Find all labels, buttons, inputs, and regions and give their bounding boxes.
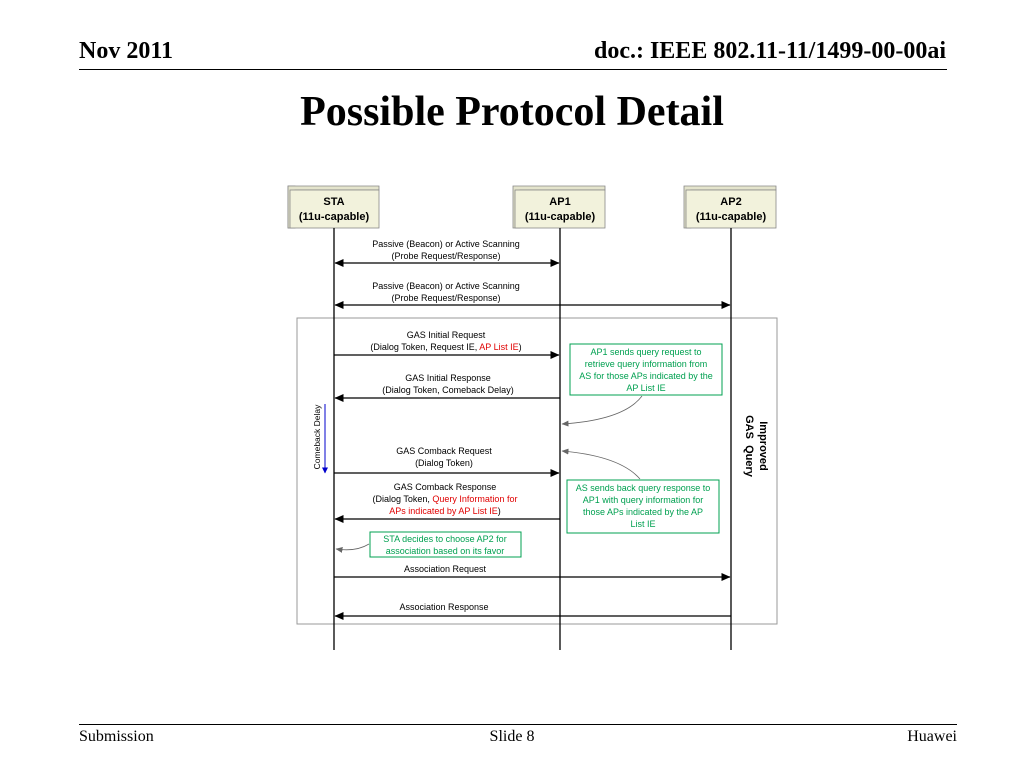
entity-ap1: [513, 186, 605, 228]
entity-ap2-name: AP2: [720, 196, 742, 208]
entity-ap1-name: AP1: [549, 196, 571, 208]
gas-cb-resp-label-line2: (Dialog Token, Query Information for: [372, 494, 518, 504]
scan2-label-line1: Passive (Beacon) or Active Scanning: [372, 281, 520, 291]
note-sta-choose-pointer: [336, 544, 369, 550]
note-ap1-query-line3: AS for those APs indicated by the: [579, 371, 713, 381]
note-as-response-pointer: [562, 451, 640, 479]
gas-cb-req-label-line1: GAS Comback Request: [396, 446, 492, 456]
note-ap1-query-line1: AP1 sends query request to: [590, 347, 702, 357]
note-as-response-line4: List IE: [630, 519, 656, 529]
improved-gas-query-label-line2: GAS Query: [743, 415, 755, 477]
footer-company: Huawei: [907, 728, 957, 745]
scan2-label-line2: (Probe Request/Response): [391, 293, 501, 303]
note-ap1-query-line2: retrieve query information from: [584, 359, 708, 369]
header-date: Nov 2011: [79, 38, 174, 64]
footer-slide-number: Slide 8: [489, 728, 535, 745]
gas-init-req-label-line2: (Dialog Token, Request IE, AP List IE): [370, 342, 522, 352]
assoc-resp-label: Association Response: [399, 602, 489, 612]
note-sta-choose-line2: association based on its favor: [385, 546, 505, 556]
entity-ap2-sub: (11u-capable): [695, 211, 767, 223]
footer-submission: Submission: [79, 728, 154, 745]
entity-ap1-sub: (11u-capable): [524, 211, 596, 223]
gas-init-req-label-line1: GAS Initial Request: [406, 330, 486, 340]
note-as-response-line2: AP1 with query information for: [582, 495, 704, 505]
improved-gas-query-label-line1: Improved: [757, 421, 769, 471]
note-ap1-query-pointer: [562, 396, 642, 424]
note-as-response-line1: AS sends back query response to: [575, 483, 711, 493]
gas-init-resp-label-line2: (Dialog Token, Comeback Delay): [382, 385, 514, 395]
assoc-req-label: Association Request: [403, 564, 487, 574]
entity-sta-sub: (11u-capable): [298, 211, 370, 223]
entity-sta: [288, 186, 379, 228]
page-title: Possible Protocol Detail: [300, 89, 724, 135]
scan1-label-line2: (Probe Request/Response): [391, 251, 501, 261]
footer-divider: [79, 724, 957, 725]
gas-cb-resp-label-line1: GAS Comback Response: [393, 482, 497, 492]
gas-cb-req-label-line2: (Dialog Token): [415, 458, 473, 468]
comeback-delay-label: Comeback Delay: [312, 404, 322, 470]
gas-cb-resp-label-line3: APs indicated by AP List IE): [389, 506, 501, 516]
scan1-label-line1: Passive (Beacon) or Active Scanning: [372, 239, 520, 249]
header-doc-id: doc.: IEEE 802.11-11/1499-00-00ai: [593, 38, 946, 64]
entity-ap2: [684, 186, 776, 228]
gas-init-resp-label-line1: GAS Initial Response: [405, 373, 491, 383]
note-sta-choose-line1: STA decides to choose AP2 for: [383, 534, 507, 544]
note-as-response-line3: those APs indicated by the AP: [582, 507, 704, 517]
note-ap1-query-line4: AP List IE: [626, 383, 666, 393]
entity-sta-name: STA: [323, 196, 345, 208]
